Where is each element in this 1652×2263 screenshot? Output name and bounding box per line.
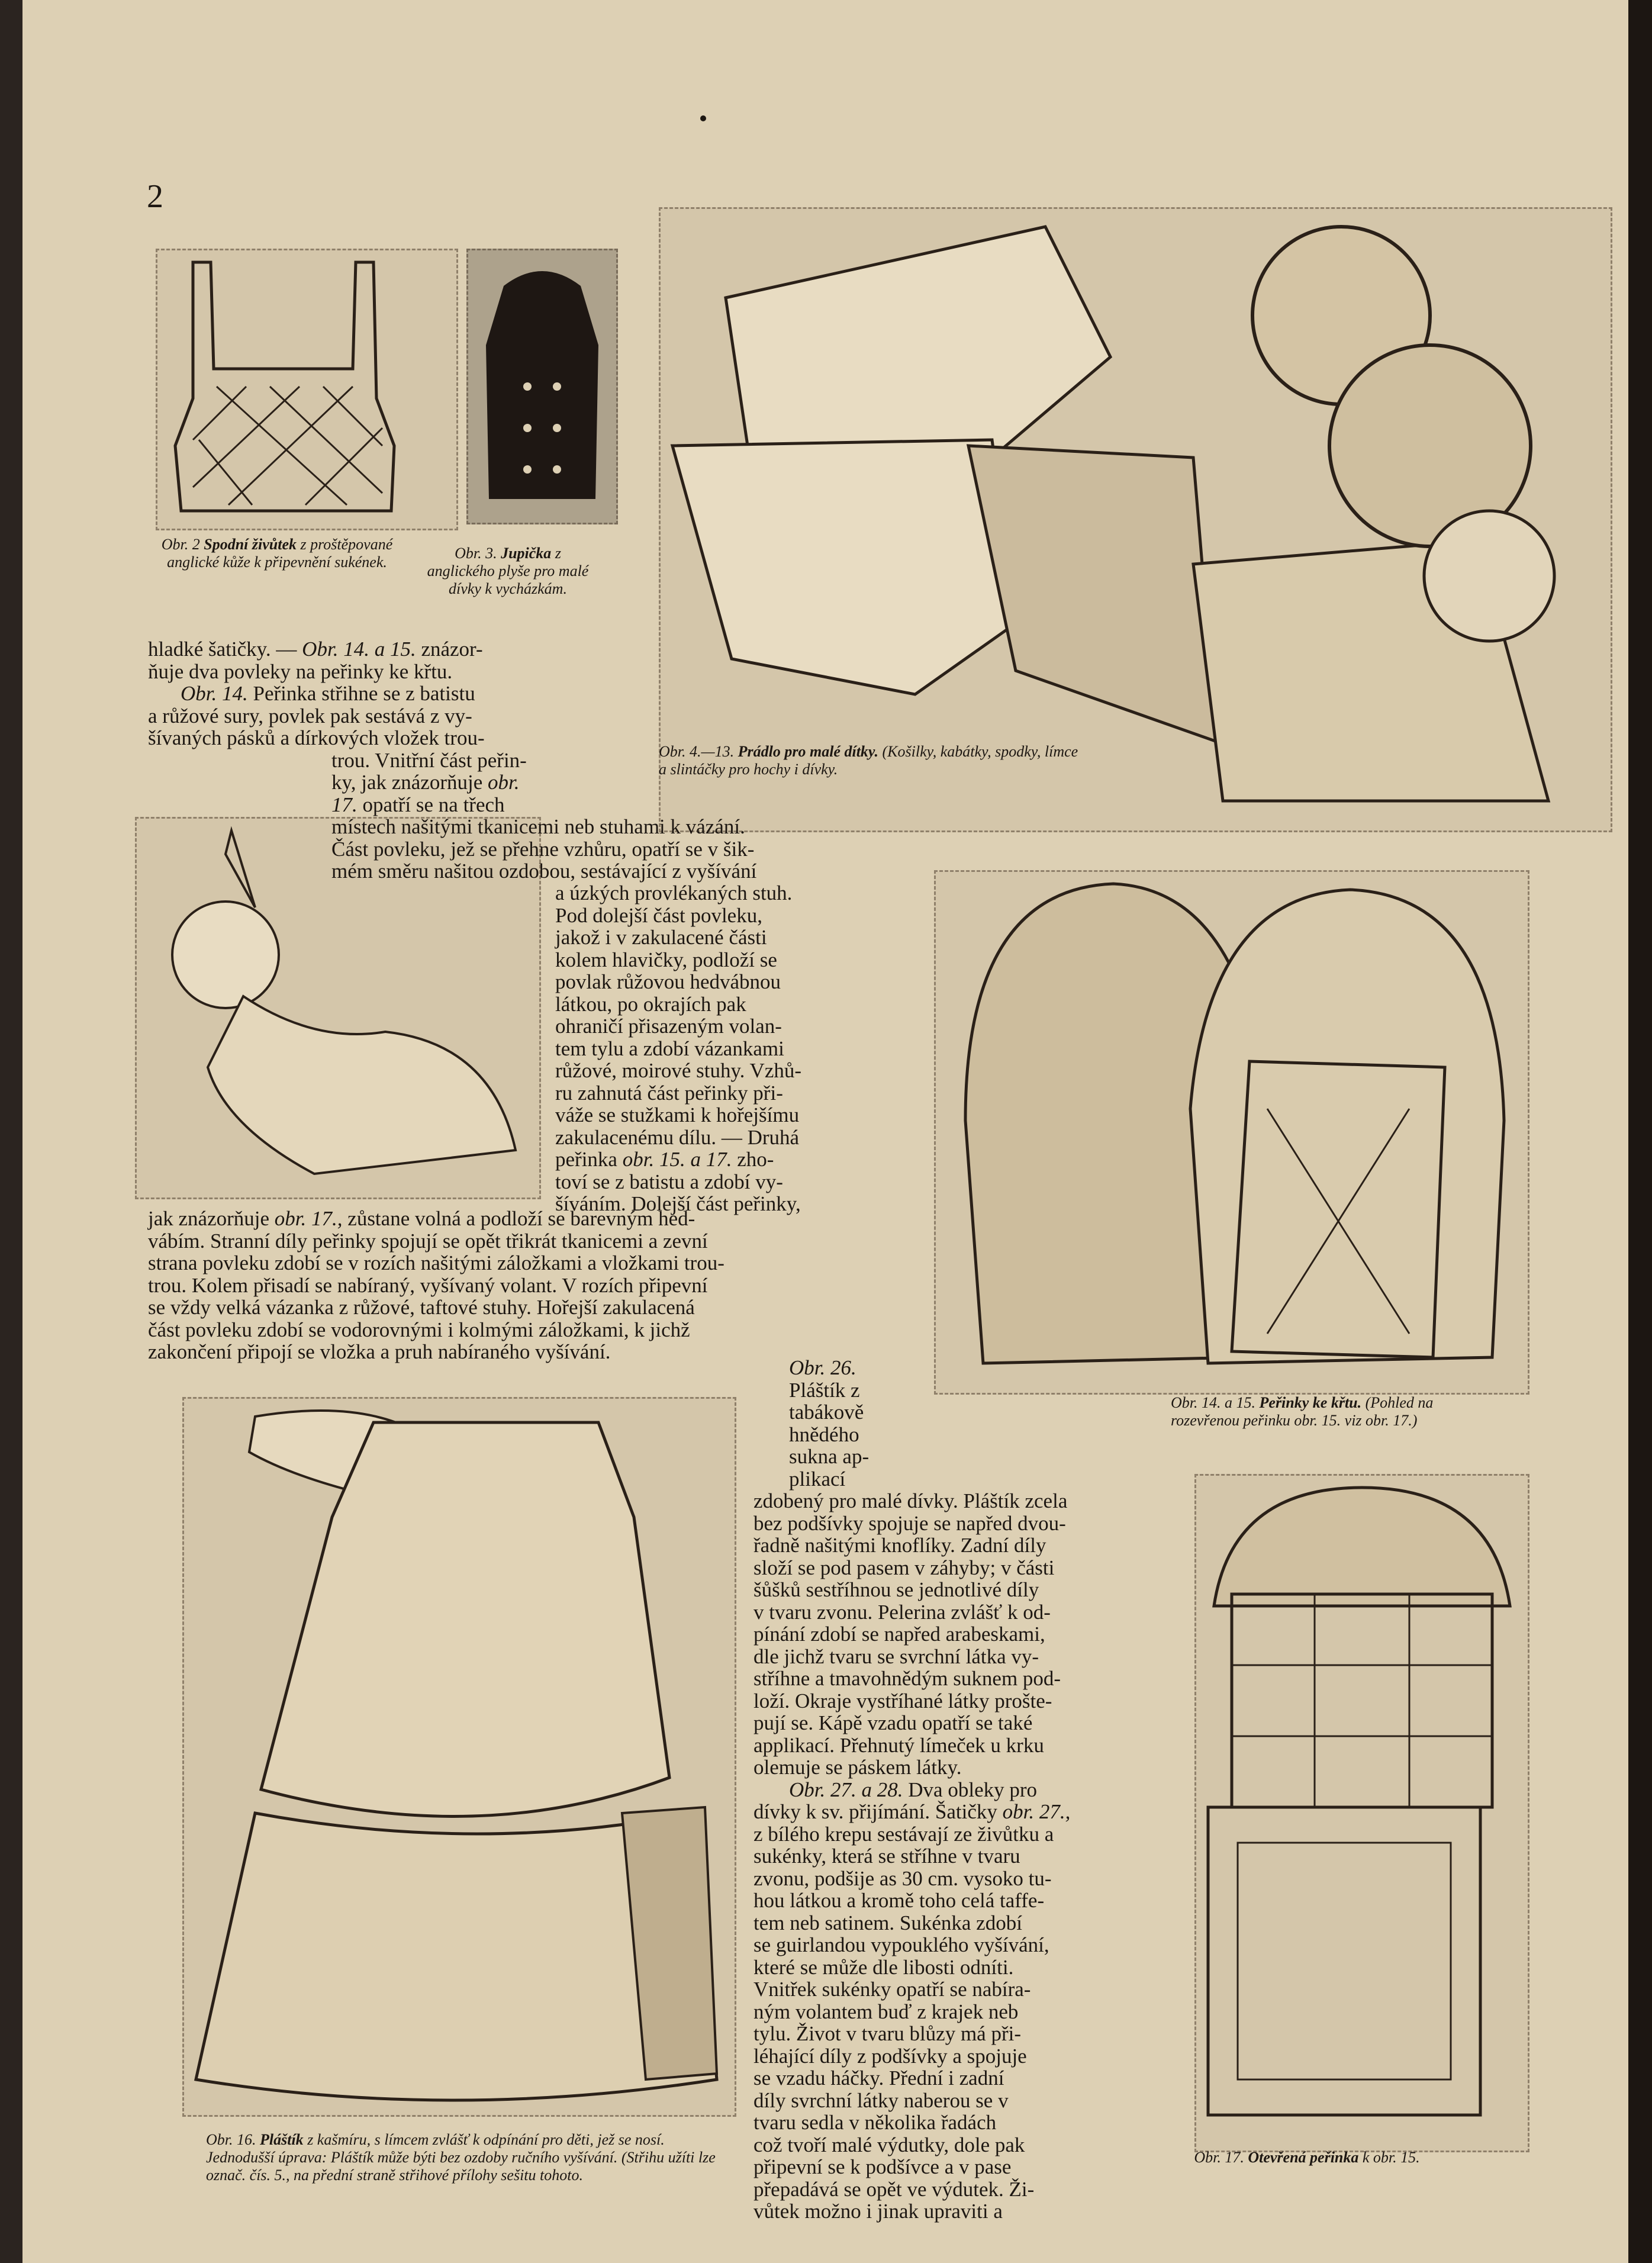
text-line: trou. Kolem přisadí se nabíraný, vyšívaný volant. V rozích připevní	[148, 1273, 708, 1297]
text-line: ru zahnutá část peřinky při-	[555, 1081, 783, 1105]
caption-fig3: Obr. 3. Jupička z anglického plyše pro malé dívky k vycházkám.	[427, 545, 589, 597]
text-line: loží. Okraje vystříhané látky prošte-	[753, 1689, 1052, 1712]
text-line: Pláštík z	[789, 1378, 860, 1402]
text-line: Obr. 26.	[789, 1356, 856, 1379]
text-line: povlak růžovou hedvábnou	[555, 970, 781, 993]
text-line: dívky k sv. přijímání. Šatičky obr. 27.,	[753, 1800, 1071, 1823]
text-line: což tvoří malé výdutky, dole pak	[753, 2133, 1025, 2156]
text-line: stříhne a tmavohnědým suknem pod-	[753, 1667, 1061, 1690]
text-line: šůšků sestříhnou se jednotlivé díly	[753, 1578, 1039, 1601]
figure-open-pillow-illustration	[1194, 1474, 1529, 2152]
text-line: zakulacenému dílu. — Druhá	[555, 1125, 800, 1149]
caption-fig17: Obr. 17. Otevřená peřinka k obr. 15.	[1194, 2149, 1420, 2166]
text-line: vábím. Stranní díly peřinky spojují se opět třikrát tkanicemi a zevní	[148, 1229, 708, 1253]
text-line: tem tylu a zdobí vázankami	[555, 1036, 784, 1060]
text-line: tem neb satinem. Sukénka zdobí	[753, 1911, 1022, 1934]
text-line: sukna ap-	[789, 1445, 870, 1468]
cape-drawing	[184, 1399, 735, 2115]
text-line: ohraničí přisazeným volan-	[555, 1015, 782, 1038]
open-pillow-drawing	[1196, 1476, 1528, 2151]
caption-fig16: Obr. 16. Pláštík z kašmíru, s límcem zvlášť k odpínání pro děti, jež se nosí. Jednodušší úprava: Pláštík může býti bez ozdoby ručního vyšívání. (Střihu užíti lze označ. čís. 5., na přední straně střihové přílohy sešitu tohoto.	[206, 2131, 716, 2184]
baby-linens-drawing	[661, 209, 1611, 830]
text-line: hnědého	[789, 1422, 859, 1446]
text-line: díly svrchní látky naberou se v	[753, 2088, 1009, 2112]
text-line: jakož i v zakulacené části	[555, 926, 767, 949]
text-line: složí se pod pasem v záhyby; v části	[753, 1556, 1055, 1579]
text-line: 17. opatří se na třech	[331, 793, 505, 816]
text-line: v tvaru zvonu. Pelerina zvlášť k od-	[753, 1600, 1051, 1624]
text-line: připevní se k podšívce a v pase	[753, 2155, 1012, 2178]
text-line: strana povleku zdobí se v rozích našitými záložkami a vložkami trou-	[148, 1251, 724, 1274]
text-line: pují se. Kápě vzadu opatří se také	[753, 1711, 1033, 1734]
text-line: se guirlandou vypouklého vyšívání,	[753, 1933, 1049, 1956]
text-line: mém směru našitou ozdobou, sestávající z vyšívání	[331, 860, 757, 883]
caption-fig2: Obr. 2 Spodní živůtek z proštěpované anglické kůže k připevnění sukének.	[161, 536, 393, 571]
figure-bodice-illustration	[156, 249, 458, 530]
text-line: pínání zdobí se napřed arabeskami,	[753, 1623, 1045, 1646]
text-line: sukénky, která se stříhne v tvaru	[753, 1844, 1020, 1868]
text-line: toví se z batistu a zdobí vy-	[555, 1170, 783, 1193]
text-line: ňuje dva povleky na peřinky ke křtu.	[148, 659, 453, 683]
text-line: řadně našitými knoflíky. Zadní díly	[753, 1534, 1046, 1557]
christening-pillows-drawing	[936, 872, 1528, 1393]
text-line: peřinka obr. 15. a 17. zho-	[555, 1148, 774, 1171]
figure-cape-illustration	[182, 1397, 736, 2117]
text-line: část povleku zdobí se vodorovnými i kolmými záložkami, k jichž	[148, 1318, 690, 1341]
text-line: Vnitřek sukénky opatří se nabíra-	[753, 1978, 1031, 2001]
article-text-right-column	[753, 1357, 1138, 2223]
text-line: zakončení připojí se vložka a pruh nabíraného vyšívání.	[148, 1340, 611, 1363]
text-line: Část povleku, jež se přehne vzhůru, opatří se v šik-	[331, 837, 755, 861]
text-line: bez podšívky spojuje se napřed dvou-	[753, 1511, 1066, 1535]
text-line: ným volantem buď z krajek neb	[753, 2000, 1019, 2023]
caption-fig4-13: Obr. 4.—13. Prádlo pro malé dítky. (Košilky, kabátky, spodky, límce a slintáčky pro hochy i dívky.	[659, 743, 1078, 778]
article-text-mid	[331, 816, 846, 883]
figure-jacket-illustration	[466, 249, 618, 524]
text-line: váže se stužkami k hořejšímu	[555, 1103, 800, 1126]
text-line: tylu. Život v tvaru blůzy má při-	[753, 2022, 1021, 2045]
magazine-page	[22, 0, 1632, 2263]
text-line: hladké šatičky. — Obr. 14. a 15. znázor-	[148, 638, 483, 661]
scan-page-edge	[1628, 0, 1652, 2263]
text-line: šíváním. Dolejší část peřinky,	[555, 1192, 801, 1215]
text-line: místech našitými tkanicemi neb stuhami k vázání.	[331, 815, 745, 838]
ink-dot	[700, 115, 706, 121]
text-line: zdobený pro malé dívky. Pláštík zcela	[753, 1489, 1068, 1512]
text-line: Obr. 14. Peřinka střihne se z batistu	[181, 682, 475, 705]
article-text-narrow	[555, 882, 845, 1215]
text-line: kolem hlavičky, podloží se	[555, 948, 777, 971]
text-line: zvonu, podšije as 30 cm. vysoko tu-	[753, 1866, 1052, 1890]
jacket-drawing	[468, 250, 616, 523]
text-line: šívaných pásků a dírkových vložek trou-	[148, 726, 485, 749]
text-line: dle jichž tvaru se svrchní látka vy-	[753, 1644, 1039, 1668]
text-line: se vždy velká vázanka z růžové, taftové stuhy. Hořejší zakulacená	[148, 1296, 695, 1319]
text-line: růžové, moirové stuhy. Vzhů-	[555, 1059, 802, 1082]
text-line: tabákově	[789, 1401, 864, 1424]
text-line: olemuje se páskem látky.	[753, 1756, 962, 1779]
text-line: se vzadu háčky. Přední i zadní	[753, 2066, 1004, 2090]
text-line: trou. Vnitřní část peřin-	[331, 748, 527, 772]
text-line: léhající díly z podšívky a spojuje	[753, 2044, 1027, 2068]
figure-christening-pillows-illustration	[934, 870, 1529, 1395]
text-line: plikací	[789, 1467, 846, 1491]
figure-baby-linens-illustration	[659, 207, 1612, 832]
text-line: hou látkou a kromě toho celá taffe-	[753, 1889, 1045, 1912]
text-line: tvaru sedla v několika řadách	[753, 2111, 997, 2134]
article-text-upper	[148, 638, 725, 816]
text-line: z bílého krepu sestávají ze živůtku a	[753, 1822, 1054, 1846]
page-number: 2	[147, 178, 163, 215]
bodice-drawing	[157, 250, 456, 529]
text-line: Obr. 27. a 28. Dva obleky pro	[789, 1778, 1038, 1801]
article-text-wide	[148, 1208, 846, 1363]
text-line: applikací. Přehnutý límeček u krku	[753, 1733, 1044, 1757]
text-line: jak znázorňuje obr. 17., zůstane volná a podloží se barevným hed-	[148, 1207, 695, 1230]
text-line: Pod dolejší část povleku,	[555, 903, 762, 927]
text-line: přepadává se opět ve výdutek. Ži-	[753, 2177, 1035, 2201]
text-line: vůtek možno i jinak upraviti a	[753, 2200, 1003, 2223]
text-line: ky, jak znázorňuje obr.	[331, 771, 520, 794]
text-line: které se může dle libosti odníti.	[753, 1955, 1014, 1979]
text-line: a úzkých provlékaných stuh.	[555, 881, 793, 904]
text-line: látkou, po okrajích pak	[555, 992, 746, 1016]
caption-fig14-15: Obr. 14. a 15. Peřinky ke křtu. (Pohled na rozevřenou peřinku obr. 15. viz obr. 17.)	[1171, 1394, 1434, 1429]
text-line: a růžové sury, povlek pak sestává z vy-	[148, 704, 472, 727]
